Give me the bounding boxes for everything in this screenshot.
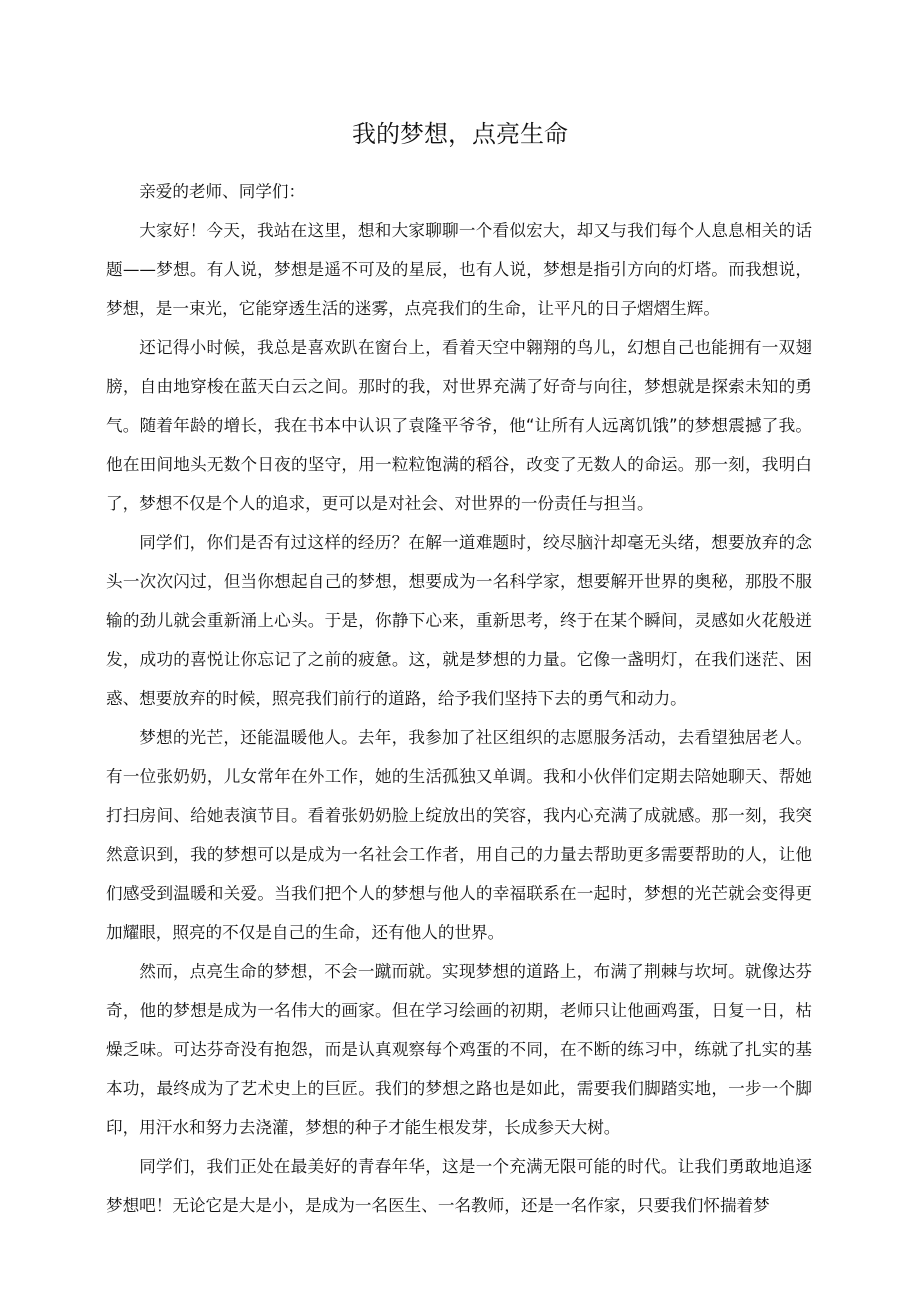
paragraph-1: 大家好！今天，我站在这里，想和大家聊聊一个看似宏大，却又与我们每个人息息相关的话题——梦想。有人说，梦想是遥不可及的星辰，也有人说，梦想是指引方向的灯塔。而我想说，梦想，是一束光，它能穿透生活的迷雾，点亮我们的生命，让平凡的日子熠熠生辉。: [106, 221, 812, 318]
paragraph-6: 同学们，我们正处在最美好的青春年华，这是一个充满无限可能的时代。让我们勇敢地追逐梦想吧！无论它是大是小，是成为一名医生、一名教师，还是一名作家，只要我们怀揣着梦: [106, 1157, 812, 1215]
salutation: 亲爱的老师、同学们：: [139, 182, 306, 201]
paragraph-2: 还记得小时候，我总是喜欢趴在窗台上，看着天空中翱翔的鸟儿，幻想自己也能拥有一双翅膀，自由地穿梭在蓝天白云之间。那时的我，对世界充满了好奇与向往，梦想就是探索未知的勇气。随着年龄的增长，我在书本中认识了袁隆平爷爷，他“让所有人远离饥饿”的梦想震撼了我。他在田间地头无数个日夜的坚守，用一粒粒饱满的稻谷，改变了无数人的命运。那一刻，我明白了，梦想不仅是个人的追求，更可以是对社会、对世界的一份责任与担当。: [106, 338, 812, 513]
paragraph-4: 梦想的光芒，还能温暖他人。去年，我参加了社区组织的志愿服务活动，去看望独居老人。有一位张奶奶，儿女常年在外工作，她的生活孤独又单调。我和小伙伴们定期去陪她聊天、帮她打扫房间、给她表演节目。看着张奶奶脸上绽放出的笑容，我内心充满了成就感。那一刻，我突然意识到，我的梦想可以是成为一名社会工作者，用自己的力量去帮助更多需要帮助的人，让他们感受到温暖和关爱。当我们把个人的梦想与他人的幸福联系在一起时，梦想的光芒就会变得更加耀眼，照亮的不仅是自己的生命，还有他人的世界。: [106, 728, 812, 942]
document-body: [106, 172, 812, 1225]
page-title: 我的梦想，点亮生命: [352, 120, 568, 148]
paragraph-3: 同学们，你们是否有过这样的经历？在解一道难题时，绞尽脑汁却毫无头绪，想要放弃的念头一次次闪过，但当你想起自己的梦想，想要成为一名科学家，想要解开世界的奥秘，那股不服输的劲儿就会重新涌上心头。于是，你静下心来，重新思考，终于在某个瞬间，灵感如火花般迸发，成功的喜悦让你忘记了之前的疲惫。这，就是梦想的力量。它像一盏明灯，在我们迷茫、困惑、想要放弃的时候，照亮我们前行的道路，给予我们坚持下去的勇气和动力。: [106, 533, 812, 708]
paragraph-5: 然而，点亮生命的梦想，不会一蹴而就。实现梦想的道路上，布满了荆棘与坎坷。就像达芬奇，他的梦想是成为一名伟大的画家。但在学习绘画的初期，老师只让他画鸡蛋，日复一日，枯燥乏味。可达芬奇没有抱怨，而是认真观察每个鸡蛋的不同，在不断的练习中，练就了扎实的基本功，最终成为了艺术史上的巨匠。我们的梦想之路也是如此，需要我们脚踏实地，一步一个脚印，用汗水和努力去浇灌，梦想的种子才能生根发芽，长成参天大树。: [106, 962, 812, 1137]
